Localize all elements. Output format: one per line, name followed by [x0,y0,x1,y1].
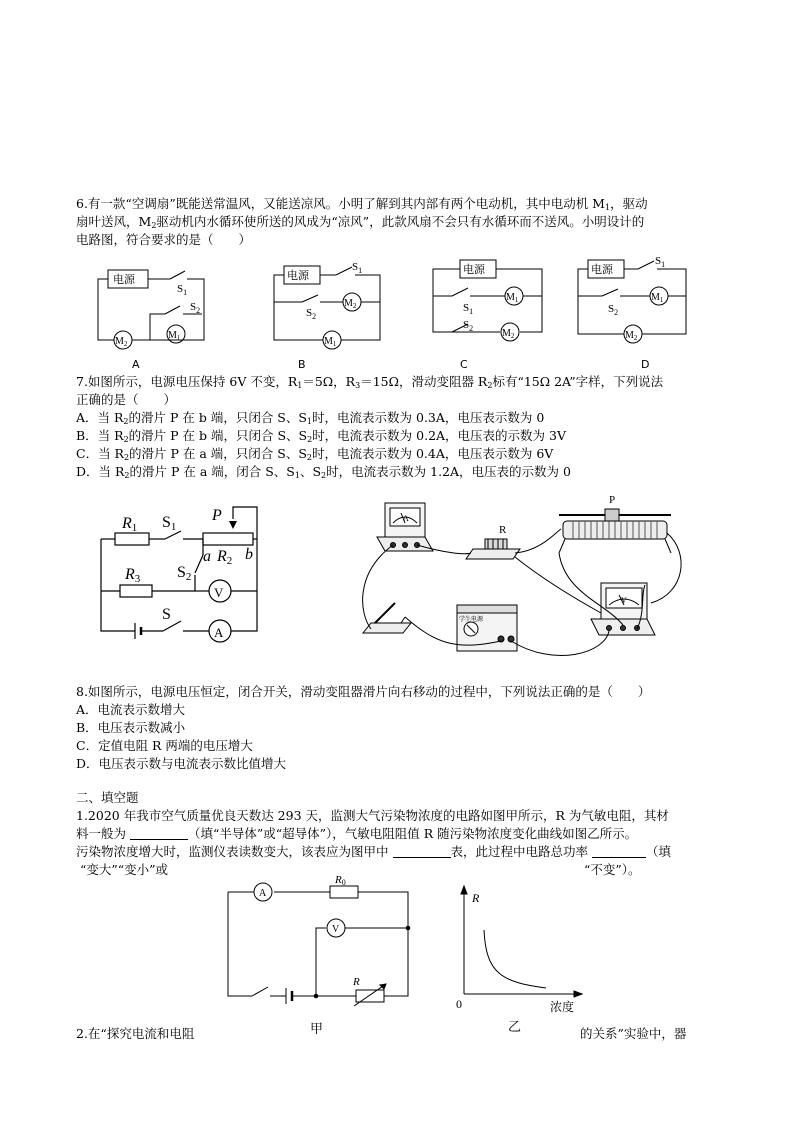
label-source-b: 电源 [287,269,309,282]
f1-line-2: 料一般为 （填“半导体”或“超导体”），气敏电阻阻值 R 随污染物浓度变化曲线如图乙所示。 [76,826,638,841]
figure-label-jia: 甲 [310,1022,324,1037]
label-source-d: 电源 [591,263,613,276]
label-m1-c: $M_1$ [506,292,519,304]
q8-option-d: D．电压表示数与电流表示数比值增大 [76,756,287,771]
resistor-r-label: R [499,524,507,536]
label-m2-c: $M_2$ [502,328,515,340]
graph-x-label: 浓度 [550,1000,575,1014]
label-m1-b: $M_1$ [324,336,337,348]
f2-line-b: 的关系”实验中，器 [580,1026,687,1041]
f1-line-3: 污染物浓度增大时，监测仪表读数变大，该表应为图甲中 表，此过程中电路总功率 （填 [76,844,672,859]
end-b-label: b [245,546,253,563]
q7-option-c: C．当 $R_2$的滑片 P 在 a 端，只闭合 S、$S_2$时，电流表示数为 0.4A，电压表示数为 6V [76,446,554,462]
r2-label: R2 [217,548,233,567]
jia-r0-label: R0 [335,876,346,887]
blank-material[interactable] [130,827,188,840]
q7-option-b: B．当 $R_2$的滑片 P 在 b 端，只闭合 S、$S_2$时，电流表示数为 0.2A，电压表的示数为 3V [76,428,567,444]
circuit-c [433,260,542,341]
q6-line-2: 扇叶送风，$M_2$驱动机内水循环使所送的风成为“凉风”，此款风扇不会只有水循环而不送风。小明设计的 [76,214,645,230]
label-source-c: 电源 [463,263,485,276]
q7-option-a: A．当 $R_2$的滑片 P 在 b 端，只闭合 S、$S_1$时，电流表示数为 0.3A，电压表示数为 0 [76,410,545,426]
label-source-a: 电源 [113,273,135,286]
voltmeter-dial-label: V [621,596,627,605]
figure-label-yi: 乙 [508,1020,522,1035]
option-c-label: C [460,358,468,371]
slider-p-label: P [212,507,222,524]
label-s1-d: $S_1$ [655,255,666,269]
label-m1-a: $M_1$ [168,330,181,342]
label-s2-d: $S_2$ [608,303,619,317]
option-a-label: A [132,358,140,371]
q8-option-a: A．电流表示数增大 [76,702,186,717]
q7-option-d: D．当 $R_2$的滑片 P 在 a 端，闭合 S、$S_1$、$S_2$时，电流表示数为 1.2A，电压表的示数为 0 [76,464,571,480]
f1-graph-yi [450,884,590,1014]
section-title-fill-in: 二、填空题 [76,790,139,805]
s2-label: S2 [177,564,192,583]
q8-option-b: B．电压表示数减小 [76,720,186,735]
label-m2-b: $M_2$ [344,298,357,310]
q7-apparatus-photo [355,493,693,671]
jia-r-label: R [353,976,360,988]
q7-line-2: 正确的是（ ） [76,392,177,407]
s1-label: S1 [162,514,177,533]
graph-origin-label: 0 [456,997,462,1011]
q7-line-1: 7.如图所示，电源电压保持 6V 不变，$R_1=5\Omega$，$R_3=15\Omega$，滑动变阻器 $R_2$标有“15Ω 2A”字样，下列说法 [76,374,664,390]
ammeter-label: A [214,625,224,640]
label-s2-b: $S_2$ [306,307,317,321]
ammeter-dial-label: A [403,514,409,523]
jia-voltmeter-label: V [332,924,340,935]
power-supply-label: 学生电源 [459,616,484,623]
resistance-curve [484,930,546,988]
label-s1-b: $S_1$ [352,261,363,275]
q7-circuit-diagram [95,503,270,648]
q8-stem: 8.如图所示，电源电压恒定，闭合开关，滑动变阻器滑片向右移动的过程中，下列说法正确的是（ ） [76,684,651,699]
end-a-label: a [203,548,211,565]
q6-circuits [90,252,700,372]
label-s1-c: $S_1$ [463,302,474,316]
r1-label: R1 [122,515,138,534]
label-s1-a: $S_1$ [177,283,188,297]
rheostat-p-label: P [609,494,616,506]
r3-label: R3 [125,566,141,585]
label-m1-d: $M_1$ [651,292,664,304]
q8-option-c: C．定值电阻 R 两端的电压增大 [76,738,253,753]
option-d-label: D [641,358,650,371]
graph-y-label: R [472,891,480,905]
blank-meter[interactable] [393,845,451,858]
s-label: S [162,606,171,623]
option-b-label: B [298,358,306,371]
f1-line-4b: “不变”）。 [584,862,641,877]
label-s2-c: $S_2$ [463,319,474,333]
f1-circuit-jia [222,876,422,1010]
label-s2-a: $S_2$ [190,301,201,315]
label-m2-d: $M_2$ [625,330,638,342]
label-m2-a: $M_2$ [115,336,128,348]
jia-ammeter-label: A [259,888,267,899]
q6-line-1: 6.有一款“空调扇”既能送常温风，又能送凉风。小明了解到其内部有两个电动机，其中电动机 $M_1$，驱动 [76,196,648,212]
q6-line-3: 电路图，符合要求的是（ ） [76,232,252,247]
f1-line-1: 1.2020 年我市空气质量优良天数达 293 天，监测大气污染物浓度的电路如图甲所示，R 为气敏电阻，其材 [76,808,669,823]
blank-power[interactable] [592,845,646,858]
voltmeter-label: V [214,585,224,600]
f2-line-a: 2.在“探究电流和电阻 [76,1026,195,1041]
f1-line-4a: “变大”“变小”或 [80,862,169,877]
